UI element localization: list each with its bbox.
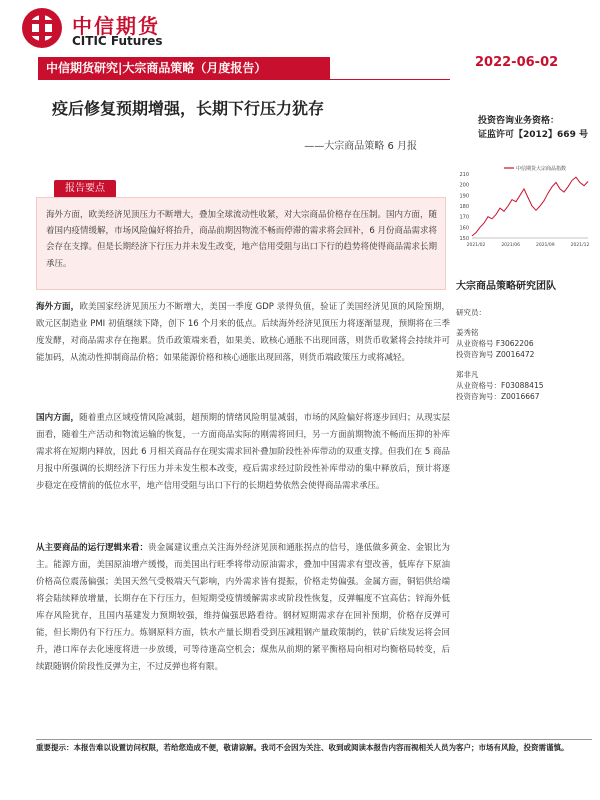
- x-tick-label: 2021/12: [570, 243, 590, 248]
- paragraph-lead: 海外方面，: [36, 302, 80, 312]
- report-date: 2022-06-02: [475, 55, 559, 70]
- license-number: 证监许可【2012】669 号: [478, 130, 588, 140]
- commodity-index-chart: [452, 160, 592, 250]
- team-name: 大宗商品策略研究团队: [456, 281, 556, 292]
- brand-name-cn: 中信期货: [72, 14, 160, 38]
- license-label: 投资咨询业务资格：: [478, 116, 560, 126]
- y-tick-label: 190: [459, 193, 469, 200]
- researcher-2-cert: 从业资格号：F03088415: [456, 381, 544, 390]
- citic-logo: [20, 6, 170, 50]
- y-tick-label: 150: [459, 236, 469, 242]
- paragraph-lead: 从主要商品的运行逻辑来看：: [36, 543, 149, 553]
- y-tick-label: 180: [459, 204, 469, 210]
- researcher-1-name: 姜秀铭: [456, 328, 479, 337]
- report-subtitle: ——大宗商品策略 6 月报: [304, 141, 417, 152]
- researcher-1-advisory: 投资咨询号 Z0016472: [456, 350, 535, 359]
- footer-divider: [36, 739, 592, 740]
- brand-name-en: CITIC Futures: [72, 34, 163, 48]
- researcher-2-advisory: 投资咨询号：Z0016667: [456, 392, 540, 401]
- summary-box: [36, 197, 446, 290]
- disclaimer: 重要提示：本报告难以设置访问权限，若给您造成不便，敬请谅解。我司不会因为关注、收到或阅读本报告内容而视相关人员为客户；市场有风险，投资需谨慎。: [36, 743, 569, 752]
- summary-tag: 报告要点: [54, 180, 116, 198]
- researcher-1-cert: 从业资格号 F3062206: [456, 339, 534, 348]
- x-tick-label: 2021/02: [466, 243, 486, 248]
- report-banner: 中信期货研究|大宗商品策略（月度报告）: [38, 57, 330, 79]
- paragraph-text: 贵金属建议重点关注海外经济见顶和通胀拐点的信号，逢低做多黄金、金银比为主。能源方面，美国原油增产缓慢，而美国出行旺季将带动原油需求，叠加中国需求有望改善，低库存下原油价格高位震荡偏强；美国天然气受极端天气影响，内外需求皆有提振，价格走势偏强。金属方面，铜铝供给端将会陆续释放增量，长期存在下行压力，但短期受疫情缓解需求或阶段性恢复，反弹幅度不宜高估；锌海外低库存风险犹存，且国内基建发力预期较强，维持偏强思路看待。钢材短期需求存在回补预期，价格存反弹可能，但长期仍有下行压力。炼钢原料方面，铁水产量长期看受到压减粗钢产量政策制约，铁矿后续发运将会回升，港口库存去化速度将进一步放缓，可等待逢高空机会；煤焦从前期的紧平衡格局向相对均衡格局转变，后续跟随钢价阶段性反弹为主，不过反弹也将有限。: [36, 543, 450, 672]
- paragraph-text: 欧美国家经济见顶压力不断增大，美国一季度 GDP 录得负值，验证了美国经济见顶的风险预期，欧元区制造业 PMI 初值继续下降，创下 16 个月来的低点。后续海外经济见顶压力将逐渐显现，预期将在三季度发酵，对商品需求存在拖累。货币政策端来看，如果美、欧核心通胀不出现回落，则货币收紧将会持续并可能加码，从流动性抑制商品价格；如果能源价格和核心通胀出现回落，则货币端政策压力或将减轻。: [36, 302, 450, 363]
- researcher-2-name: 郑非凡: [456, 370, 479, 379]
- report-title: 疫后修复预期增强，长期下行压力犹存: [52, 99, 325, 118]
- x-tick-label: 2021/09: [535, 243, 555, 248]
- y-tick-label: 210: [459, 172, 469, 178]
- body-paragraph-overseas: [36, 299, 450, 367]
- summary-text: 海外方面，欧美经济见顶压力不断增大，叠加全球流动性收紧，对大宗商品价格存在压制。国内方面，随着国内疫情缓解，市场风险偏好将抬升，商品前期因物流不畅而停滞的需求将会回补，6 月份商品需求将会存在支撑。但是长期经济下行压力并未发生改变，地产信用受阻与出口下行的趋势将使得商品需求长期承压。: [46, 210, 438, 269]
- paragraph-text: 随着重点区域疫情风险减弱，超预期的情绪风险明显减弱，市场的风险偏好将逐步回归；从现实层面看，随着生产活动和物流运输的恢复，一方面商品实际的刚需将回归，另一方面前期物流不畅而压抑的补库需求将在短期内释放，因此 6 月相关商品存在现实需求回补叠加阶段性补库带动的双重支撑。但我们在 5 商品月报中所强调的长期经济下行压力并未发生根本改变，疫后需求经过阶段性补库带动的集中释放后，预计将逐步稳定在疫情前的低位水平，地产信用受阻与出口下行的长期趋势依然会使得商品需求承压。: [36, 413, 450, 491]
- y-tick-label: 170: [459, 214, 469, 221]
- y-tick-label: 160: [459, 225, 469, 232]
- legend-label: 中信期货大宗商品指数: [516, 166, 567, 172]
- citic-emblem-icon: [20, 6, 64, 50]
- y-tick-label: 200: [459, 182, 469, 189]
- body-paragraph-domestic: [36, 410, 450, 495]
- body-paragraph-commodities: [36, 540, 450, 676]
- x-tick-label: 2021/06: [501, 243, 521, 248]
- researcher-label: 研究员：: [456, 308, 486, 317]
- paragraph-lead: 国内方面，: [36, 413, 80, 423]
- series-line: [472, 177, 588, 236]
- header-divider: [38, 79, 450, 80]
